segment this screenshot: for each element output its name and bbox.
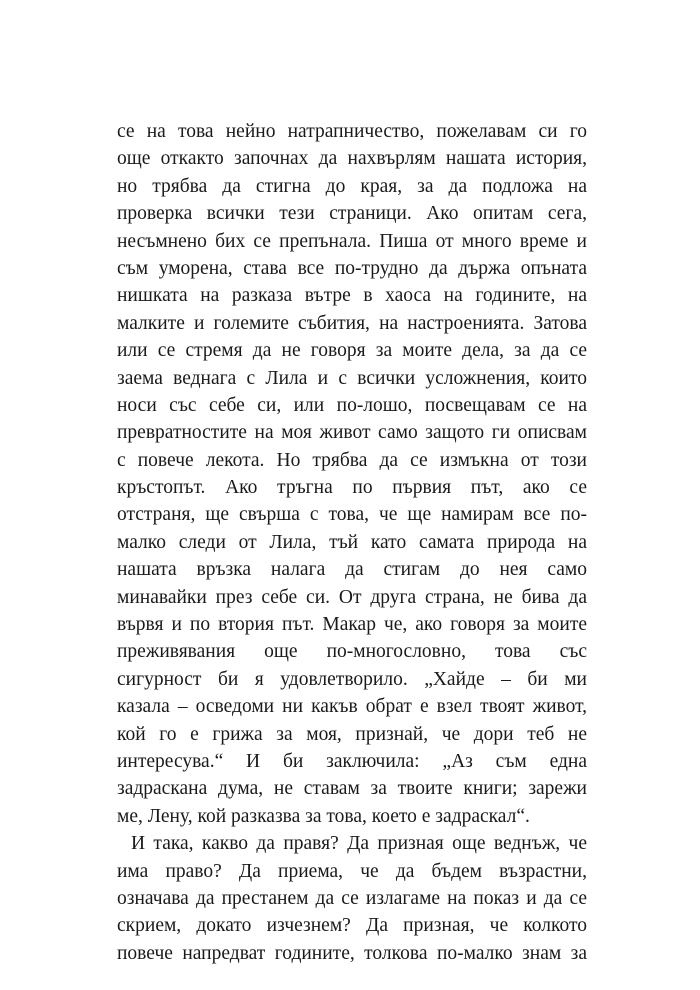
text-line: малките и големите събития, на настроенията. Затова [117,312,587,334]
text-line: минавайки през себе си. От друга страна, не бива да [117,586,587,608]
text-line: съм уморена, става все по-трудно да държа опъната [117,257,587,279]
text-line: И така, какво да правя? Да призная още веднъж, че [131,833,587,855]
text-line: вървя и по втория път. Макар че, ако говоря за моите [117,614,587,636]
text-line: проверка всички тези страници. Ако опитам сега, [117,203,587,225]
text-line: несъмнено бих се препънала. Пиша от много време и [117,230,587,252]
text-line: още откакто започнах да нахвърлям нашата история, [117,148,587,170]
text-line: скрием, докато изчезнем? Да призная, че колкото [117,915,587,937]
text-line: нашата връзка налага да стигам до нея само [117,559,587,581]
text-line: сигурност би я удовлетворило. „Хайде – би ми [117,668,587,690]
text-line: има право? Да приема, че да бъдем възрастни, [117,860,587,882]
text-line: задраскана дума, не ставам за твоите книги; зарежи [117,778,587,800]
text-line: казала – осведоми ни какъв обрат е взел твоят живот, [117,696,587,718]
text-line: заема веднага с Лила и с всички усложнения, които [117,367,587,389]
text-line: превратностите на моя живот само защото ги описвам [117,422,587,444]
text-line: се на това нейно натрапничество, пожелавам си го [117,121,587,142]
text-line: интересува.“ И би заключила: „Аз съм една [117,750,587,772]
text-line: носи със себе си, или по-лошо, посвещавам се на [117,394,587,416]
body-text [117,118,587,967]
text-line: нишката на разказа вътре в хаоса на годините, на [117,285,587,307]
text-line: преживявания още по-многословно, това със [117,641,587,663]
text-line: но трябва да стигна до края, за да подложа на [117,175,587,197]
text-line: означава да престанем да се излагаме на показ и да се [117,887,587,909]
text-line: малко следи от Лила, тъй като самата природа на [117,531,587,553]
text-line: или се стремя да не говоря за моите дела, за да се [117,340,587,362]
text-line: с повече лекота. Но трябва да се измъкна от този [117,449,587,471]
text-line: кой го е грижа за моя, признай, че дори теб не [117,723,587,745]
text-line: повече напредват годините, толкова по-малко знам за [117,942,587,964]
text-line: кръстопът. Ако тръгна по първия път, ако се [117,477,587,499]
text-line: отстраня, ще свърша с това, че ще намирам все по- [117,504,587,526]
text-line: ме, Лену, кой разказва за това, което е задраскал“. [117,805,530,827]
